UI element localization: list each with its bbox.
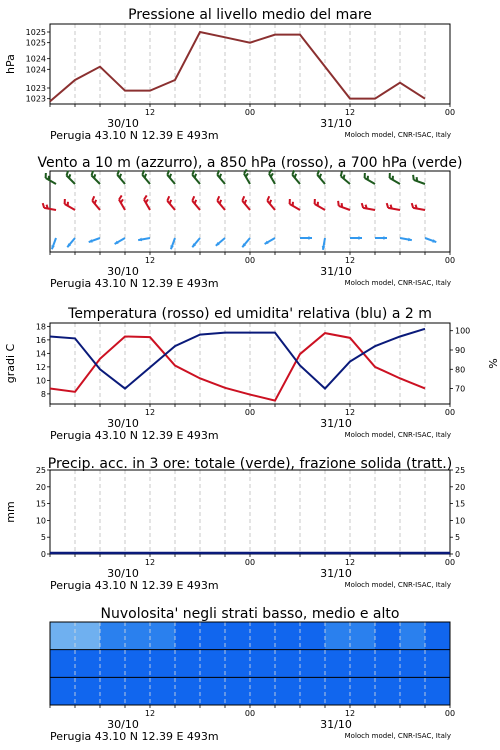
wind-850hpa-barb-feather <box>146 199 148 202</box>
wind-700hpa-barb-feather <box>271 173 273 176</box>
cloud-cell <box>100 677 126 705</box>
wind-850hpa-barb <box>43 203 56 210</box>
temp-rh-date-label: 30/10 <box>107 417 139 430</box>
wind-10m-arrow <box>242 238 250 247</box>
wind-850hpa-barb <box>92 196 100 210</box>
wind-700hpa-barb-shaft <box>341 176 350 184</box>
wind-850hpa-barb-feather <box>391 205 392 209</box>
cloud-cell <box>375 650 401 678</box>
temp-y-tick-label: 12 <box>35 362 46 372</box>
wind-700hpa-barb <box>244 169 250 184</box>
cloud-cell <box>250 650 276 678</box>
clouds-title: Nuvolosita' negli strati basso, medio e alto <box>100 606 400 622</box>
cloud-cell <box>75 650 101 678</box>
cloud-cell <box>325 622 351 650</box>
wind-850hpa-barb-feather <box>95 200 97 204</box>
wind-x-tick-label: 00 <box>444 256 456 265</box>
rh-y-tick-label: 70 <box>455 384 466 394</box>
pressure-x-tick-label: 12 <box>344 108 356 117</box>
cloud-cell <box>225 650 251 678</box>
wind-850hpa-barb <box>65 199 75 210</box>
cloud-cell <box>400 677 426 705</box>
wind-10m-arrow <box>300 236 312 240</box>
wind-850hpa-barb <box>338 201 350 210</box>
wind-850hpa-barb-feather <box>195 200 197 204</box>
temp-rh-location-label: Perugia 43.10 N 12.39 E 493m <box>50 429 219 442</box>
pressure-y-tick-label: 1024 <box>25 65 46 75</box>
wind-850hpa-barb <box>217 196 225 210</box>
precip-y-tick-label: 10 <box>35 516 46 526</box>
wind-850hpa-barb-feather <box>217 196 219 201</box>
clouds-credit-label: Moloch model, CNR-ISAC, Italy <box>344 732 451 740</box>
wind-700hpa-barb <box>117 170 125 184</box>
cloud-cell <box>250 622 276 650</box>
cloud-cell <box>50 677 76 705</box>
wind-700hpa-barb <box>413 175 425 184</box>
pressure-y-tick-label: 1023 <box>25 94 46 104</box>
wind-850hpa-barb-feather <box>362 203 363 208</box>
rh-y-tick-label: 90 <box>455 346 466 355</box>
pressure-y-tick-label: 1023 <box>25 84 46 93</box>
wind-700hpa-barb <box>92 171 100 184</box>
pressure-date-label: 30/10 <box>107 117 139 130</box>
clouds-date-label: 31/10 <box>320 718 352 731</box>
temperature-series-line <box>50 333 425 401</box>
cloud-cell <box>75 677 101 705</box>
cloud-cell <box>350 622 376 650</box>
clouds-x-tick-label: 12 <box>344 709 356 718</box>
precip-date-label: 31/10 <box>320 567 352 580</box>
pressure-y-tick-label: 1025 <box>25 28 46 37</box>
temp-y-tick-label: 18 <box>35 322 46 332</box>
wind-700hpa-barb <box>269 169 275 184</box>
wind-date-label: 30/10 <box>107 265 139 278</box>
wind-700hpa-barb <box>390 173 400 184</box>
wind-850hpa-barb-feather <box>121 199 123 202</box>
wind-700hpa-barb <box>365 173 375 184</box>
cloud-cell <box>425 622 451 650</box>
wind-10m-arrow <box>265 238 275 244</box>
clouds-x-tick-label: 00 <box>444 709 456 718</box>
wind-850hpa-barb-shaft <box>44 208 56 210</box>
temp-rh-x-tick-label: 00 <box>244 408 256 417</box>
wind-700hpa-barb-feather <box>69 174 70 178</box>
precip-y-axis-label: mm <box>4 501 17 523</box>
wind-850hpa-barb <box>387 203 400 210</box>
wind-850hpa-barb-feather <box>412 203 413 208</box>
temp-y-tick-label: 8 <box>40 389 46 399</box>
rh-y-tick-label: 100 <box>455 326 471 336</box>
clouds-location-label: Perugia 43.10 N 12.39 E 493m <box>50 730 219 743</box>
wind-700hpa-barb-shaft <box>67 176 75 184</box>
precip-x-tick-label: 00 <box>444 558 456 567</box>
wind-700hpa-barb-feather <box>344 175 345 179</box>
wind-700hpa-barb-feather <box>120 174 122 178</box>
wind-10m-arrow-head <box>383 236 387 240</box>
clouds-x-tick-label: 00 <box>244 709 256 718</box>
wind-10m-arrow <box>216 238 225 246</box>
wind-850hpa-barb-feather <box>220 200 222 204</box>
temp-rh-x-tick-label: 00 <box>444 408 456 417</box>
pressure-y-tick-label: 1024 <box>25 54 46 64</box>
wind-10m-arrow <box>375 236 387 240</box>
wind-850hpa-barb-feather <box>242 196 244 201</box>
wind-850hpa-barb-feather <box>245 200 247 204</box>
cloud-cell <box>375 677 401 705</box>
wind-700hpa-barb <box>142 170 150 184</box>
wind-850hpa-barb-feather <box>92 196 94 201</box>
precip-x-tick-label: 12 <box>144 558 156 567</box>
cloud-cell <box>275 677 301 705</box>
pressure-x-tick-label: 00 <box>444 108 456 117</box>
wind-700hpa-barb-shaft <box>414 180 425 184</box>
wind-700hpa-barb-shaft <box>92 176 100 184</box>
wind-panel <box>43 169 455 290</box>
wind-10m-arrow-head <box>358 236 362 240</box>
temp-rh-frame <box>50 323 450 404</box>
cloud-cell <box>175 622 201 650</box>
wind-location-label: Perugia 43.10 N 12.39 E 493m <box>50 277 219 290</box>
wind-700hpa-barb-feather <box>170 174 172 178</box>
wind-700hpa-barb-shaft <box>390 178 400 184</box>
wind-700hpa-barb-feather <box>145 174 147 178</box>
wind-700hpa-barb-shaft <box>46 178 56 184</box>
wind-10m-arrow <box>89 238 100 243</box>
wind-850hpa-barb-feather <box>267 196 269 201</box>
cloud-cell <box>225 622 251 650</box>
wind-850hpa-barb <box>167 196 175 210</box>
precip-y-tick-label-right: 5 <box>455 533 461 543</box>
wind-850hpa-barb <box>119 195 125 210</box>
temp-y-tick-label: 10 <box>35 376 46 386</box>
wind-700hpa-barb <box>192 170 200 184</box>
cloud-cell <box>300 650 326 678</box>
wind-700hpa-barb <box>341 171 350 184</box>
wind-850hpa-barb-feather <box>416 205 417 209</box>
wind-850hpa-barb-feather <box>167 196 169 201</box>
wind-700hpa-barb <box>317 170 325 184</box>
pressure-series-line <box>50 32 425 101</box>
precip-y-tick-label-right: 25 <box>455 466 466 475</box>
precip-y-tick-label-right: 10 <box>455 516 466 526</box>
wind-850hpa-barb <box>315 199 325 210</box>
cloud-cell <box>300 622 326 650</box>
wind-700hpa-barb <box>292 170 300 184</box>
cloud-cell <box>350 650 376 678</box>
pressure-credit-label: Moloch model, CNR-ISAC, Italy <box>344 131 451 139</box>
pressure-y-axis-label: hPa <box>4 54 17 74</box>
wind-700hpa-barb <box>217 170 225 184</box>
cloud-cell <box>100 650 126 678</box>
wind-700hpa-barb-feather <box>413 175 414 180</box>
pressure-x-tick-label: 00 <box>244 108 256 117</box>
wind-x-tick-label: 12 <box>144 256 156 265</box>
cloud-cell <box>325 650 351 678</box>
cloud-cell <box>200 650 226 678</box>
wind-850hpa-barb-feather <box>366 205 367 209</box>
precip-y-tick-label: 15 <box>35 499 46 509</box>
wind-850hpa-barb <box>144 195 150 210</box>
cloud-cell <box>125 622 151 650</box>
wind-850hpa-barb-feather <box>47 205 48 209</box>
precip-y-tick-label: 0 <box>40 550 46 559</box>
cloud-cell <box>50 622 76 650</box>
cloud-cell <box>175 677 201 705</box>
rh-y-tick-label: 80 <box>455 365 466 375</box>
cloud-cell <box>300 677 326 705</box>
precip-panel <box>4 466 465 592</box>
wind-700hpa-barb-feather <box>94 174 95 178</box>
wind-10m-arrow <box>115 238 125 244</box>
clouds-date-label: 30/10 <box>107 718 139 731</box>
wind-850hpa-barb-feather <box>270 200 272 204</box>
cloud-cell <box>375 622 401 650</box>
wind-850hpa-barb <box>267 196 275 210</box>
wind-850hpa-barb <box>362 203 375 210</box>
cloud-cell <box>275 650 301 678</box>
precip-title: Precip. acc. in 3 ore: totale (verde), frazione solida (tratt.) <box>47 456 453 472</box>
wind-850hpa-barb-shaft <box>65 204 75 210</box>
clouds-x-tick-label: 12 <box>144 709 156 718</box>
wind-10m-arrow <box>425 238 436 243</box>
cloud-cell <box>200 677 226 705</box>
wind-850hpa-barb-shaft <box>363 208 375 210</box>
precip-y-tick-label-right: 15 <box>455 499 466 509</box>
wind-850hpa-barb <box>290 199 300 210</box>
wind-850hpa-barb <box>192 196 200 210</box>
precip-y-tick-label-right: 20 <box>455 482 466 492</box>
cloud-cell <box>125 650 151 678</box>
pressure-panel <box>4 24 455 142</box>
wind-credit-label: Moloch model, CNR-ISAC, Italy <box>344 279 451 287</box>
wind-700hpa-barb <box>167 170 175 184</box>
wind-date-label: 31/10 <box>320 265 352 278</box>
wind-10m-arrow-head <box>308 236 312 240</box>
temp-rh-panel <box>4 322 499 442</box>
wind-10m-arrow <box>400 238 412 242</box>
cloud-cell <box>425 650 451 678</box>
wind-10m-arrow <box>138 238 150 242</box>
wind-10m-arrow <box>67 238 75 247</box>
wind-10m-arrow <box>350 236 362 240</box>
rh-y-axis-label: % <box>486 358 499 369</box>
temp-rh-x-tick-label: 12 <box>144 408 156 417</box>
cloud-cell <box>50 650 76 678</box>
cloud-cell <box>75 622 101 650</box>
wind-850hpa-barb-shaft <box>388 208 400 210</box>
cloud-cell <box>125 677 151 705</box>
wind-700hpa-barb-feather <box>341 171 342 176</box>
precip-y-tick-label: 25 <box>35 466 46 475</box>
cloud-cell <box>225 677 251 705</box>
wind-850hpa-barb-feather <box>43 203 44 208</box>
precip-x-tick-label: 00 <box>244 558 256 567</box>
wind-850hpa-barb-feather <box>119 195 122 199</box>
wind-850hpa-barb-shaft <box>315 204 325 210</box>
wind-700hpa-barb-feather <box>295 174 297 178</box>
temp-rh-date-label: 31/10 <box>320 417 352 430</box>
pressure-date-label: 31/10 <box>320 117 352 130</box>
pressure-x-tick-label: 12 <box>144 108 156 117</box>
precip-credit-label: Moloch model, CNR-ISAC, Italy <box>344 581 451 589</box>
cloud-cell <box>275 622 301 650</box>
temp-y-tick-label: 16 <box>35 335 46 345</box>
wind-700hpa-barb-shaft <box>365 178 375 184</box>
cloud-cell <box>250 677 276 705</box>
wind-700hpa-barb-feather <box>246 173 248 176</box>
temp-rh-title: Temperatura (rosso) ed umidita' relativa (blu) a 2 m <box>68 306 432 322</box>
cloud-cell <box>400 650 426 678</box>
wind-700hpa-barb-feather <box>320 174 322 178</box>
wind-10m-arrow <box>51 238 56 249</box>
precip-date-label: 30/10 <box>107 567 139 580</box>
pressure-title: Pressione al livello medio del mare <box>128 7 372 23</box>
temp-rh-x-tick-label: 12 <box>344 408 356 417</box>
pressure-frame <box>50 24 450 104</box>
precip-x-tick-label: 12 <box>344 558 356 567</box>
wind-10m-arrow <box>192 238 200 247</box>
cloud-cell <box>200 622 226 650</box>
cloud-cell <box>150 650 176 678</box>
cloud-cell <box>350 677 376 705</box>
wind-title: Vento a 10 m (azzurro), a 850 hPa (rosso), a 700 hPa (verde) <box>37 155 463 171</box>
wind-850hpa-barb-shaft <box>290 204 300 210</box>
wind-850hpa-barb-feather <box>387 203 388 208</box>
precip-y-tick-label-right: 0 <box>455 550 461 559</box>
wind-850hpa-barb <box>242 196 250 210</box>
wind-850hpa-barb-feather <box>338 201 339 206</box>
wind-10m-arrow <box>170 238 175 249</box>
wind-850hpa-barb-shaft <box>339 206 350 210</box>
wind-x-tick-label: 00 <box>244 256 256 265</box>
temp-y-tick-label: 14 <box>35 349 46 359</box>
pressure-location-label: Perugia 43.10 N 12.39 E 493m <box>50 129 219 142</box>
wind-850hpa-barb-feather <box>192 196 194 201</box>
wind-850hpa-barb <box>412 203 425 210</box>
cloud-cell <box>100 622 126 650</box>
cloud-cell <box>425 677 451 705</box>
cloud-cell <box>150 677 176 705</box>
wind-850hpa-barb-feather <box>144 195 147 199</box>
cloud-cell <box>150 622 176 650</box>
wind-700hpa-barb <box>67 171 75 184</box>
cloud-cell <box>400 622 426 650</box>
cloud-cell <box>175 650 201 678</box>
temp-y-axis-label: gradi C <box>4 343 17 384</box>
precip-y-tick-label: 20 <box>35 482 46 492</box>
cloud-cell <box>325 677 351 705</box>
wind-700hpa-barb <box>46 173 56 184</box>
wind-850hpa-barb-shaft <box>413 208 425 210</box>
wind-700hpa-barb-feather <box>220 174 222 178</box>
precip-y-tick-label: 5 <box>40 533 46 543</box>
wind-700hpa-barb-feather <box>195 174 197 178</box>
pressure-y-tick-label: 1025 <box>25 38 46 48</box>
temp-rh-credit-label: Moloch model, CNR-ISAC, Italy <box>344 431 451 439</box>
precip-location-label: Perugia 43.10 N 12.39 E 493m <box>50 579 219 592</box>
wind-x-tick-label: 12 <box>344 256 356 265</box>
wind-850hpa-barb-feather <box>170 200 172 204</box>
